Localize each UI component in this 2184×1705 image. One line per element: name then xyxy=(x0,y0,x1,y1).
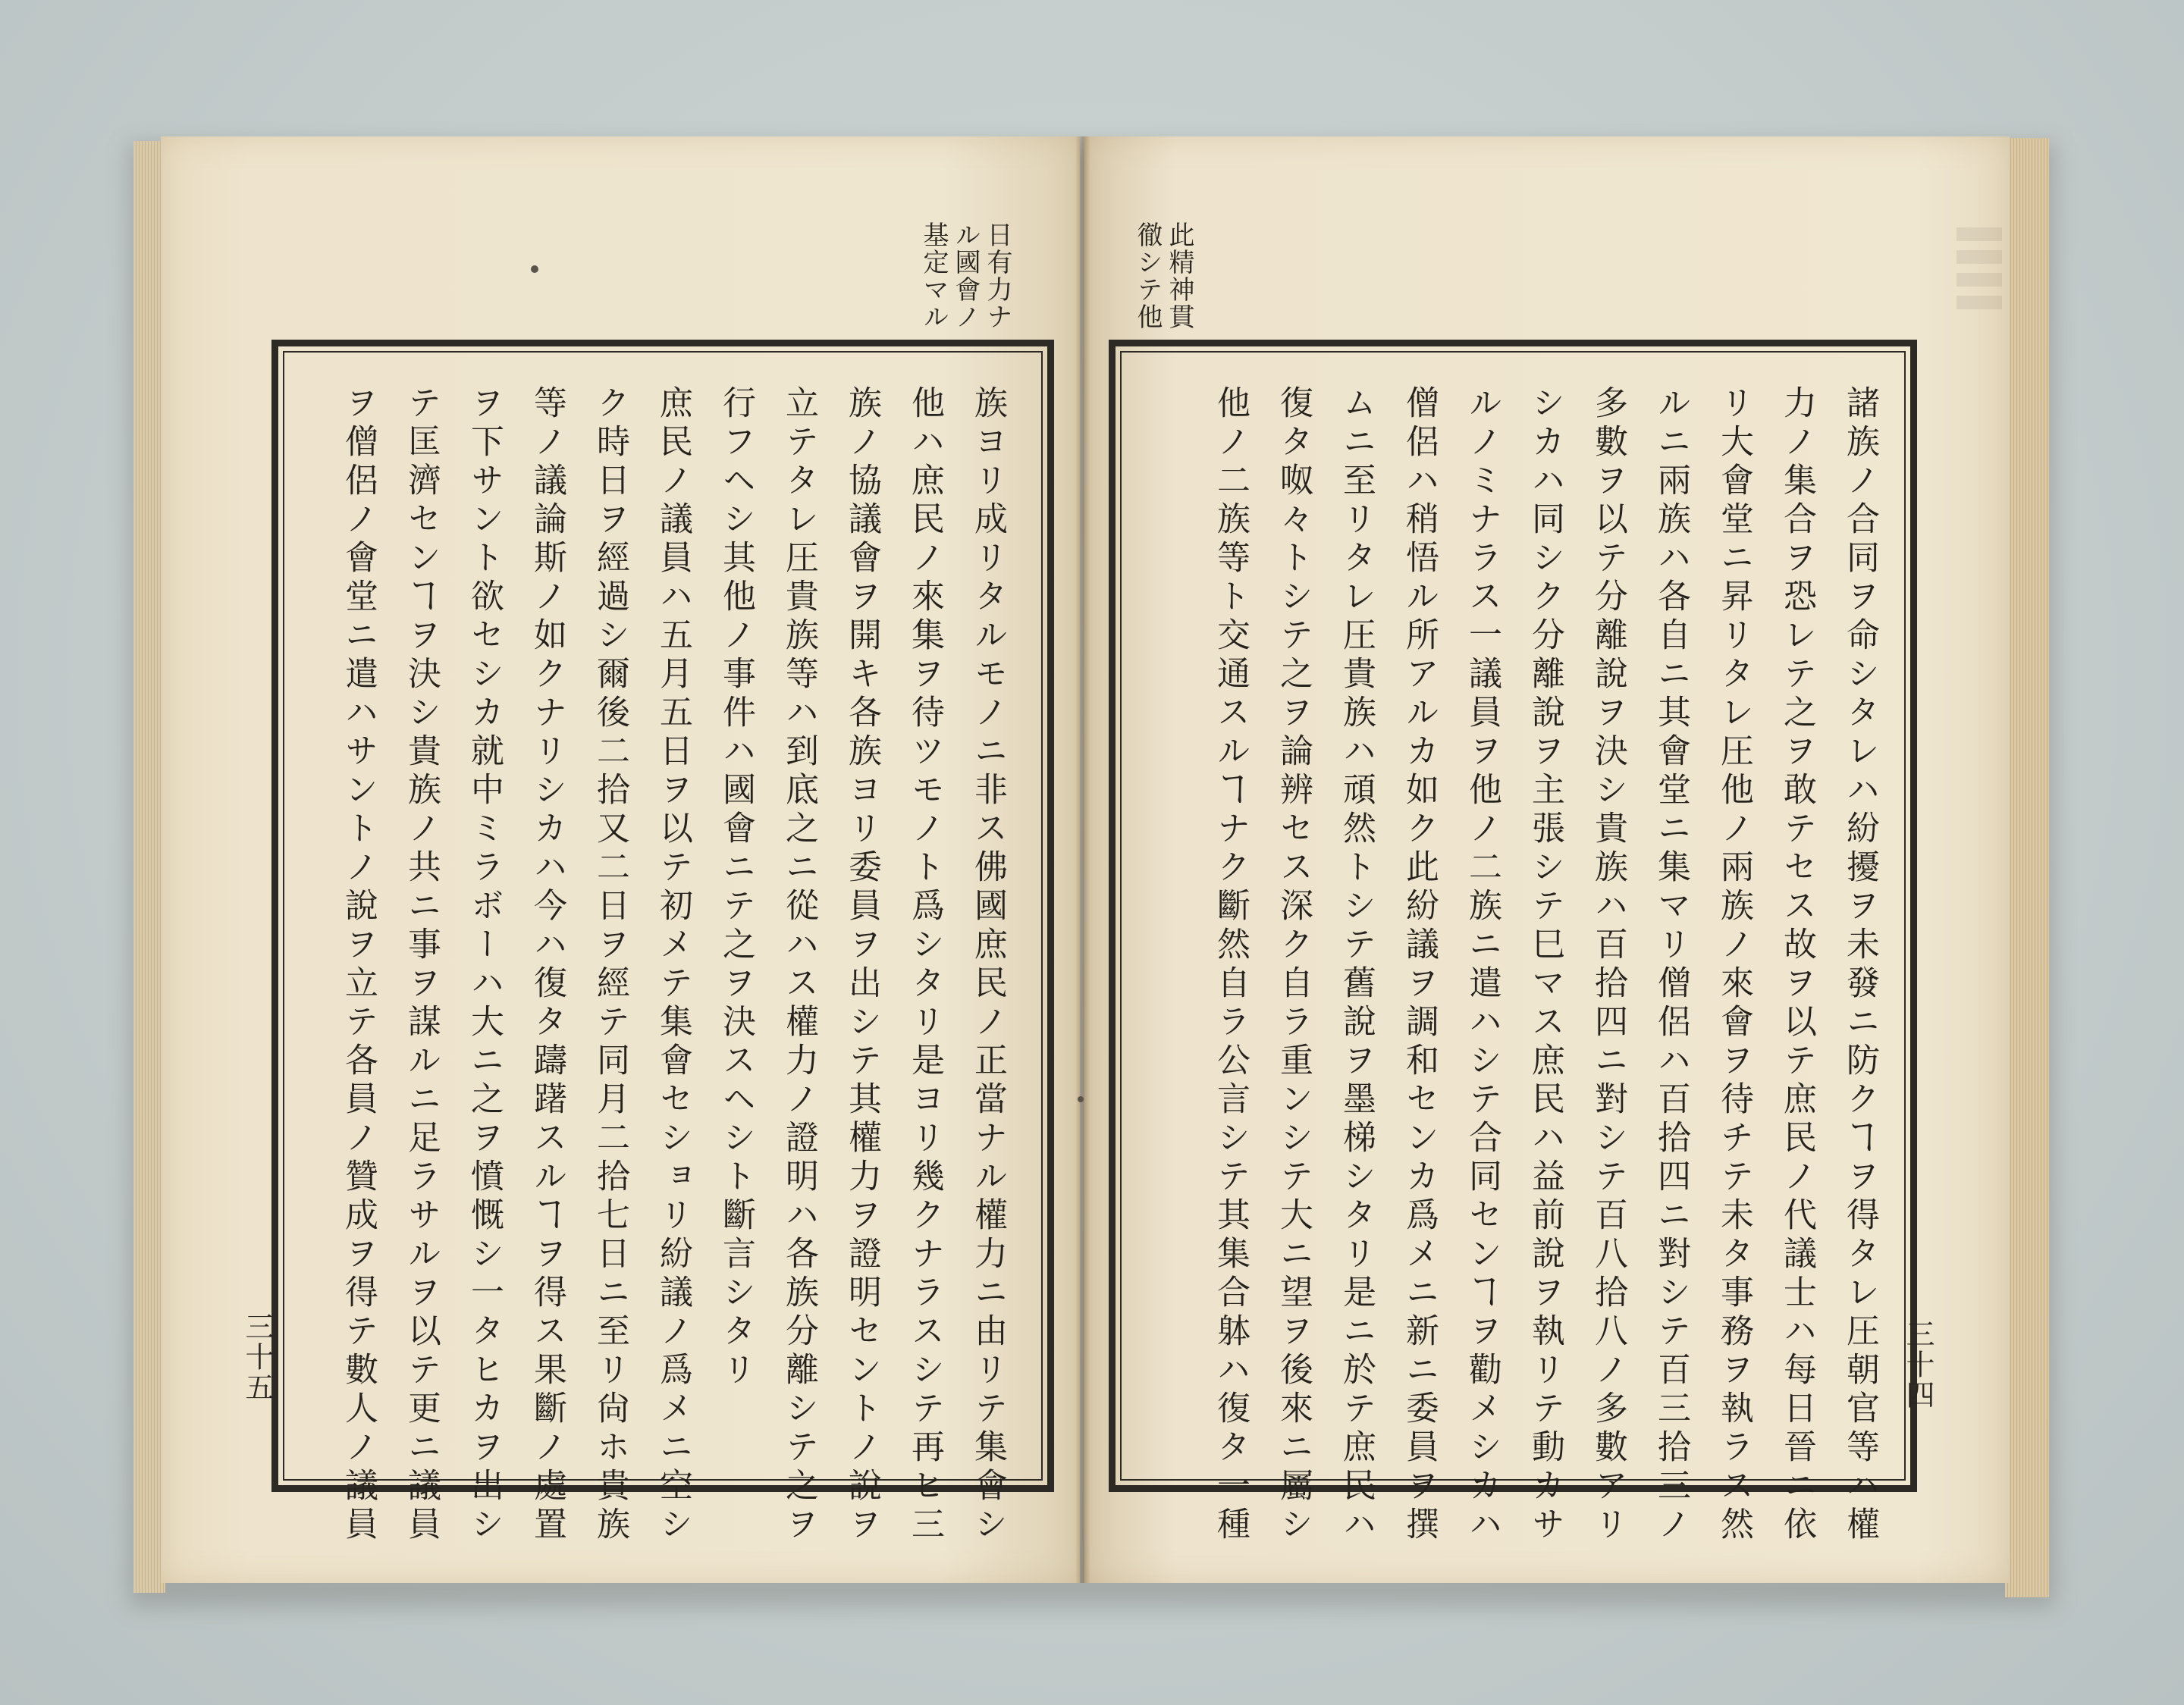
text-line: リ大會堂ニ昇リタレ圧他ノ兩族ノ來會ヲ待チテ未タ事務ヲ執ラス然 xyxy=(1715,385,1753,1545)
headnote-line: 徹シテ他 xyxy=(1132,221,1163,331)
headnote-line: 此精神貫 xyxy=(1164,221,1194,331)
text-line: 他ハ庶民ノ來集ヲ待ツモノト爲シタリ是ヨリ幾クナラスシテ再ヒ三 xyxy=(905,385,944,1545)
headnote-line: 日有力ナ xyxy=(982,221,1012,331)
text-line: シカハ同シク分離說ヲ主張シテ巳マス庶民ハ益前說ヲ執リテ動カサ xyxy=(1526,385,1564,1545)
paper-speck xyxy=(531,265,538,273)
text-line: 等ノ議論斯ノ如クナリシカハ今ハ復タ躊躇スルヿヲ得ス果斷ノ處置 xyxy=(528,385,566,1545)
text-line: 立テタレ圧貴族等ハ到底之ニ從ハス權力ノ證明ハ各族分離シテ之ヲ xyxy=(780,385,818,1545)
book-gutter xyxy=(1075,136,1090,1583)
left-body-text xyxy=(291,385,1019,1545)
text-line: ヲ下サント欲セシカ就中ミラボーハ大ニ之ヲ憤慨シ一タヒカヲ出シ xyxy=(465,385,504,1545)
text-line: テ匡濟センヿヲ決シ貴族ノ共ニ事ヲ謀ルニ足ラサルヲ以テ更ニ議員 xyxy=(402,385,441,1545)
left-headnote xyxy=(918,221,1013,331)
page-edges-right xyxy=(2005,138,2049,1597)
left-page-number: 三十五 xyxy=(240,1312,274,1403)
text-line: ヲ僧侶ノ會堂ニ遣ハサントノ說ヲ立テ各員ノ贊成ヲ得テ數人ノ議員 xyxy=(339,385,378,1545)
text-line: 多數ヲ以テ分離說ヲ決シ貴族ハ百拾四ニ對シテ百八拾八ノ多數アリ xyxy=(1589,385,1627,1545)
headnote-line: 基定マル xyxy=(918,221,949,331)
text-line: ルニ兩族ハ各自ニ其會堂ニ集マリ僧侶ハ百拾四ニ對シテ百三拾三ノ xyxy=(1652,385,1690,1545)
bleed-through xyxy=(1956,227,2002,311)
paper-speck xyxy=(1078,1096,1084,1102)
headnote-line: ル國會ノ xyxy=(950,221,981,331)
text-line: 他ノ二族等ト交通スルヿナク斷然自ラ公言シテ其集合躰ハ復タ一種 xyxy=(1211,385,1250,1545)
right-page-number: 三十四 xyxy=(1901,1319,1935,1410)
text-line: 力ノ集合ヲ恐レテ之ヲ敢テセス故ヲ以テ庶民ノ代議士ハ每日晉ニ依 xyxy=(1778,385,1816,1545)
right-body-text xyxy=(1125,385,1891,1545)
text-line: 諸族ノ合同ヲ命シタレハ紛擾ヲ未發ニ防クヿヲ得タレ圧朝官等ハ權 xyxy=(1840,385,1879,1545)
text-line: ルノミナラス一議員ヲ他ノ二族ニ遣ハシテ合同センヿヲ勸メシカハ xyxy=(1463,385,1502,1545)
text-line: 行フヘシ其他ノ事件ハ國會ニテ之ヲ決スヘシト斷言シタリ xyxy=(717,385,755,1390)
text-line: 族ノ協議會ヲ開キ各族ヨリ委員ヲ出シテ其權力ヲ證明セントノ說ヲ xyxy=(843,385,881,1545)
text-line: ク時日ヲ經過シ爾後二拾又二日ヲ經テ同月二拾七日ニ至リ尙ホ貴族 xyxy=(591,385,629,1545)
text-line: 復タ呶々トシテ之ヲ論辨セス深ク自ラ重ンシテ大ニ望ヲ後來ニ屬シ xyxy=(1274,385,1313,1545)
text-line: 庶民ノ議員ハ五月五日ヲ以テ初メテ集會セショリ紛議ノ爲メニ空シ xyxy=(654,385,692,1545)
right-headnote xyxy=(1131,221,1195,331)
text-line: 族ヨリ成リタルモノニ非ス佛國庶民ノ正當ナル權力ニ由リテ集會シ xyxy=(968,385,1007,1545)
text-line: 僧侶ハ稍悟ル所アルカ如ク此紛議ヲ調和センカ爲メニ新ニ委員ヲ撰 xyxy=(1400,385,1439,1545)
text-line: ムニ至リタレ圧貴族ハ頑然トシテ舊說ヲ墨梯シタリ是ニ於テ庶民ハ xyxy=(1337,385,1376,1545)
